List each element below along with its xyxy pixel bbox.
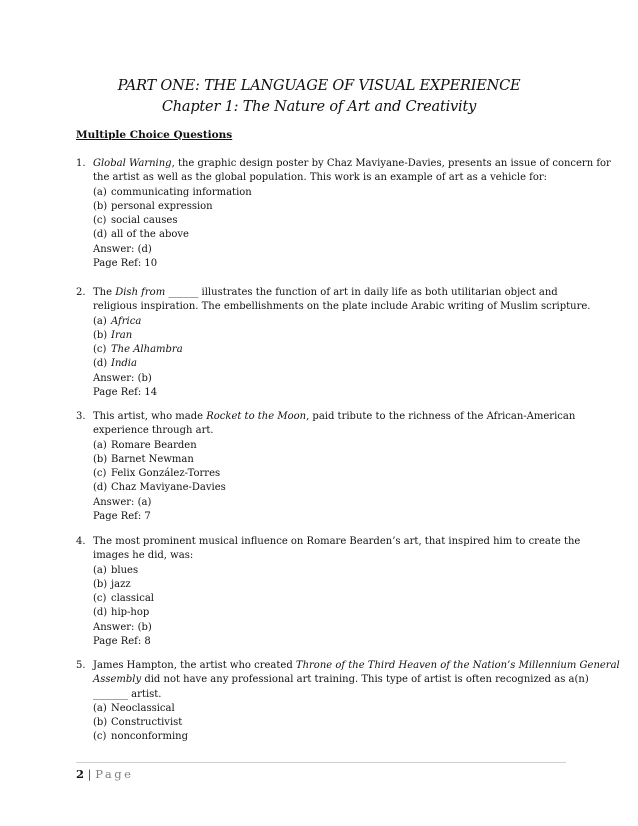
page-number: 2 [76, 767, 85, 781]
part-title: PART ONE: THE LANGUAGE OF VISUAL EXPERIENCE [117, 78, 521, 94]
question-text-line: This artist, who made Rocket to the Moon, paid tribute to the richness of the African-American [93, 411, 576, 422]
section-heading: Multiple Choice Questions [76, 129, 233, 141]
option-d: (d) hip-hop [93, 607, 150, 619]
option-b: (b) jazz [93, 578, 131, 590]
option-c: (c) nonconforming [93, 731, 188, 743]
option-b: (b) personal expression [93, 200, 213, 212]
answer: Answer: (d) [93, 243, 152, 255]
footer-divider [76, 762, 566, 763]
question-number: 3. [76, 411, 86, 422]
option-b: (b) Barnet Newman [93, 453, 194, 465]
question-number: 2. [76, 287, 86, 298]
page-ref: Page Ref: 8 [93, 636, 151, 648]
option-c: (c) The Alhambra [93, 344, 183, 356]
option-d: (d) all of the above [93, 229, 189, 241]
question-text-line: experience through art. [93, 425, 214, 437]
question-text-line: James Hampton, the artist who created Throne of the Third Heaven of the Nation’s Millennium General [93, 660, 620, 671]
question-2 [76, 286, 591, 400]
answer: Answer: (b) [93, 372, 152, 384]
question-number: 5. [76, 660, 86, 671]
option-a: (a) blues [93, 564, 139, 576]
page-ref: Page Ref: 7 [93, 511, 151, 523]
page-footer [76, 767, 133, 781]
artwork-title: Global Warning [93, 158, 172, 169]
question-text-line: images he did, was: [93, 550, 194, 562]
artwork-title: Rocket to the Moon [206, 411, 307, 422]
question-text-line: _______ artist. [93, 688, 162, 700]
option-c: (c) social causes [93, 215, 178, 227]
question-text-line: The Dish from ______ illustrates the function of art in daily life as both utilitarian object and [93, 287, 558, 298]
question-5 [76, 659, 620, 745]
option-c: (c) classical [93, 593, 154, 605]
artwork-title: Throne of the Third Heaven of the Nation’s Millennium General [295, 660, 620, 671]
answer: Answer: (a) [93, 496, 152, 508]
page-ref: Page Ref: 14 [93, 387, 158, 399]
question-1 [76, 157, 611, 271]
question-number: 4. [76, 536, 86, 547]
question-text-line: Assembly did not have any professional art training. This type of artist is often recognized as a(n) [93, 674, 589, 686]
answer: Answer: (b) [93, 621, 152, 633]
artwork-title: Dish from [115, 287, 166, 298]
footer-separator: | [84, 767, 96, 781]
option-d: (d) India [93, 358, 137, 370]
question-text-line: the artist as well as the global population. This work is an example of art as a vehicle for: [93, 172, 548, 184]
question-3 [76, 410, 576, 524]
option-b: (b) Iran [93, 329, 133, 341]
question-text-line: The most prominent musical influence on Romare Bearden’s art, that inspired him to create the [93, 536, 581, 547]
page-ref: Page Ref: 10 [93, 258, 158, 270]
question-4 [76, 535, 581, 649]
option-c: (c) Felix González-Torres [93, 468, 221, 480]
option-a: (a) Africa [93, 315, 142, 327]
chapter-title: Chapter 1: The Nature of Art and Creativity [161, 99, 477, 115]
artwork-title-continued: Assembly [93, 674, 142, 686]
option-a: (a) Romare Bearden [93, 439, 197, 451]
option-a: (a) Neoclassical [93, 702, 175, 714]
option-d: (d) Chaz Maviyane-Davies [93, 482, 226, 494]
page-label: Page [95, 767, 134, 781]
option-b: (b) Constructivist [93, 717, 183, 729]
question-text-line: religious inspiration. The embellishments on the plate include Arabic writing of Muslim scripture. [93, 301, 591, 313]
option-a: (a) communicating information [93, 186, 252, 198]
question-number: 1. [76, 158, 86, 169]
question-text-line: Global Warning, the graphic design poster by Chaz Maviyane-Davies, presents an issue of concern for [93, 158, 611, 169]
